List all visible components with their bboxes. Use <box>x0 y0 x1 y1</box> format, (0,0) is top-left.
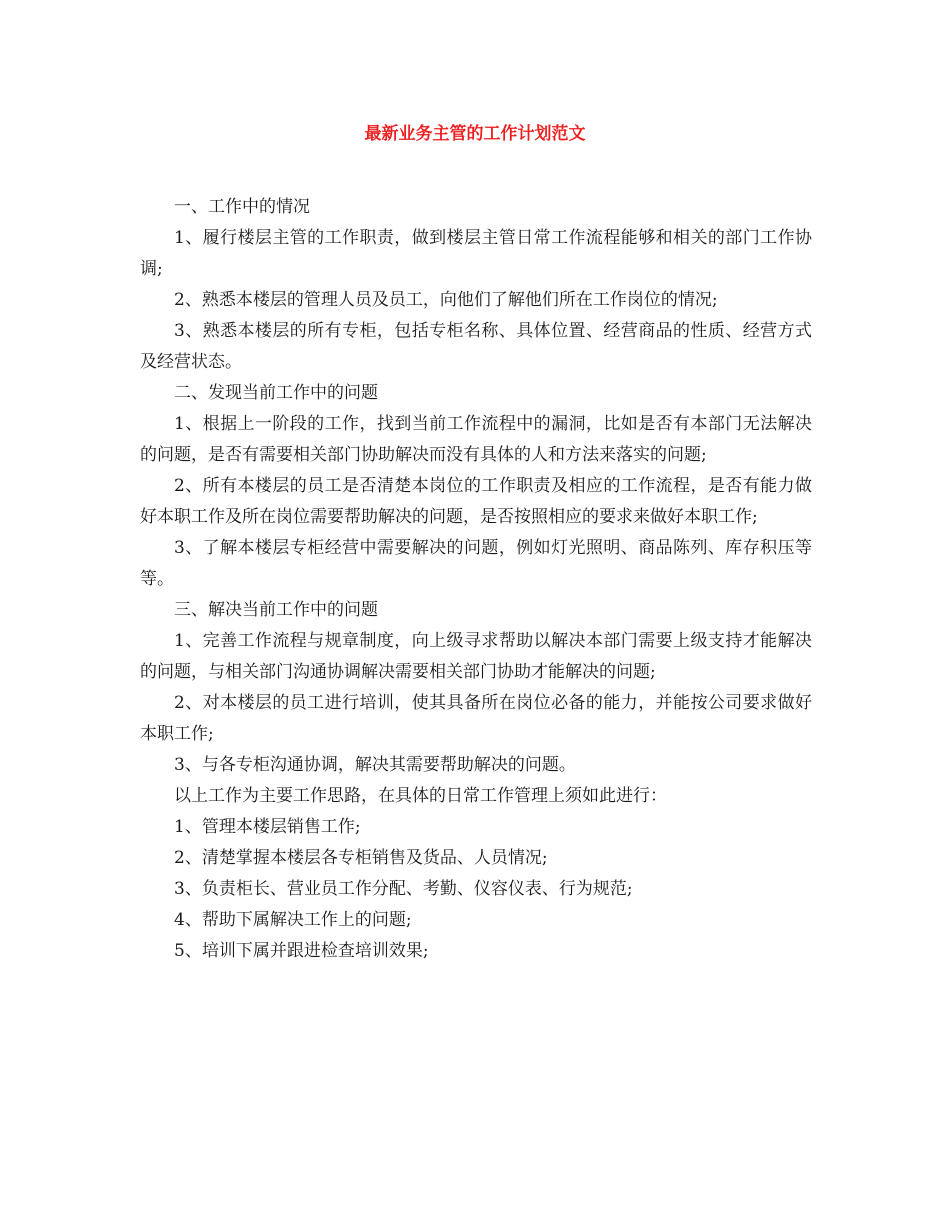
paragraph: 1、根据上一阶段的工作，找到当前工作流程中的漏洞，比如是否有本部门无法解决的问题，是否有需要相关部门协助解决而没有具体的人和方法来落实的问题; <box>140 414 812 465</box>
list-item: 3、负责柜长、营业员工作分配、考勤、仪容仪表、行为规范; <box>174 879 633 899</box>
section-heading-2: 二、发现当前工作中的问题 <box>174 383 378 403</box>
paragraph: 2、对本楼层的员工进行培训，使其具备所在岗位必备的能力，并能按公司要求做好本职工作; <box>140 693 812 744</box>
list-item: 5、培训下属并跟进检查培训效果; <box>174 941 429 961</box>
list-item: 1、管理本楼层销售工作; <box>174 817 361 837</box>
section-heading-3: 三、解决当前工作中的问题 <box>174 600 378 620</box>
list-item: 4、帮助下属解决工作上的问题; <box>174 910 412 930</box>
paragraph: 2、所有本楼层的员工是否清楚本岗位的工作职责及相应的工作流程，是否有能力做好本职工作及所在岗位需要帮助解决的问题，是否按照相应的要求来做好本职工作; <box>140 476 812 527</box>
paragraph: 2、熟悉本楼层的管理人员及员工，向他们了解他们所在工作岗位的情况; <box>174 290 718 310</box>
section-heading-1: 一、工作中的情况 <box>174 197 310 217</box>
document-title: 最新业务主管的工作计划范文 <box>364 124 586 144</box>
paragraph: 1、完善工作流程与规章制度，向上级寻求帮助以解决本部门需要上级支持才能解决的问题，与相关部门沟通协调解决需要相关部门协助才能解决的问题; <box>140 631 812 682</box>
paragraph: 3、了解本楼层专柜经营中需要解决的问题，例如灯光照明、商品陈列、库存积压等等。 <box>140 538 812 589</box>
paragraph: 1、履行楼层主管的工作职责，做到楼层主管日常工作流程能够和相关的部门工作协调; <box>140 228 812 279</box>
document-body <box>140 192 812 967</box>
list-item: 2、清楚掌握本楼层各专柜销售及货品、人员情况; <box>174 848 548 868</box>
paragraph: 以上工作为主要工作思路，在具体的日常工作管理上须如此进行： <box>174 786 667 806</box>
paragraph: 3、熟悉本楼层的所有专柜，包括专柜名称、具体位置、经营商品的性质、经营方式及经营状态。 <box>140 321 812 372</box>
paragraph: 3、与各专柜沟通协调，解决其需要帮助解决的问题。 <box>174 755 576 775</box>
